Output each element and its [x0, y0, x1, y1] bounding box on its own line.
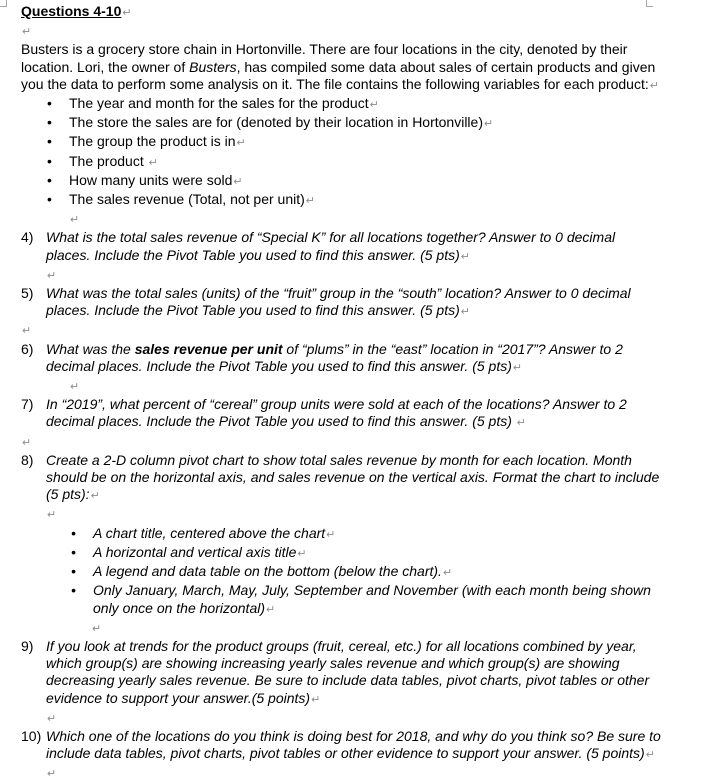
paragraph-mark: ↵	[47, 269, 57, 282]
paragraph-mark: ↵	[47, 712, 57, 725]
chart-requirement-item: • A horizontal and vertical axis title↵	[71, 544, 661, 563]
paragraph-mark: ↵	[47, 509, 57, 522]
chart-requirement-item: • A chart title, centered above the chart↵	[71, 525, 661, 544]
variable-item: • How many units were sold↵	[47, 172, 661, 191]
variable-item: • The product ↵	[47, 153, 661, 172]
question-9: 9) If you look at trends for the product groups (fruit, cereal, etc.) for all locations combined by year, which group(s) are showing increasing yearly sales revenue and which group(s) are showing decreasing yearly sales revenue. Be sure to include data tables, pivot charts, pivot tables or other evidence to support your answer.(5 points)↵	[21, 637, 650, 706]
question-8: 8) Create a 2-D column pivot chart to show total sales revenue by month for each location. Month should be on the horizontal axis, and sales revenue on the vertical axis. Format the chart to include (5 pts):↵	[21, 451, 660, 503]
chart-requirement-item: • Only January, March, May, July, September and November (with each month being shown only once on the horizontal)↵	[71, 582, 661, 618]
question-4: 4) What is the total sales revenue of “Special K” for all locations together? Answer to 0 decimal places. Include the Pivot Table you used to find this answer. (5 pts)↵	[21, 229, 616, 263]
paragraph-mark: ↵	[22, 26, 32, 39]
paragraph-mark: ↵	[47, 768, 57, 781]
paragraph-mark: ↵	[22, 436, 32, 449]
variable-item: • The group the product is in↵	[47, 133, 661, 152]
paragraph-mark: ↵	[92, 622, 102, 635]
document-title: Questions 4-10↵	[21, 3, 132, 19]
paragraph-mark: ↵	[70, 381, 80, 394]
intro-paragraph: Busters is a grocery store chain in Hortonville. There are four locations in the city, denoted by their location. Lori, the owner of Busters, has compiled some data about sales of certain products and given you the data to perform some analysis on it. The file contains the following variables for each product:↵	[21, 41, 659, 92]
question-7: 7) In “2019”, what percent of “cereal” group units were sold at each of the locations? Answer to 2 decimal places. Include the Pivot Table you used to find this answer. (5 pts) ↵	[21, 396, 627, 430]
question-6: 6) What was the sales revenue per unit of “plums” in the “east” location in “2017”? Answer to 2 decimal places. Include the Pivot Table you used to find this answer. (5 pts)↵	[21, 340, 623, 374]
paragraph-mark: ↵	[70, 214, 80, 227]
paragraph-mark: ↵	[22, 325, 32, 338]
variable-list	[21, 95, 661, 210]
page-corner-marker-left	[0, 0, 7, 7]
chart-requirement-item: • A legend and data table on the bottom (below the chart).↵	[71, 563, 661, 582]
document-page	[21, 3, 661, 784]
question-5: 5) What was the total sales (units) of the “fruit” group in the “south” location? Answer to 0 decimal places. Include the Pivot Table you used to find this answer. (5 pts)↵	[21, 285, 631, 319]
variable-item: • The sales revenue (Total, not per unit)↵	[47, 191, 661, 210]
variable-item: • The store the sales are for (denoted by their location in Hortonville)↵	[47, 114, 661, 133]
variable-item: • The year and month for the sales for the product↵	[47, 95, 661, 114]
question-10: 10) Which one of the locations do you think is doing best for 2018, and why do you think so? Be sure to include data tables, pivot charts, pivot tables or other evidence to support your answer. (5 points)↵	[21, 727, 661, 762]
chart-requirements-list	[21, 525, 661, 619]
